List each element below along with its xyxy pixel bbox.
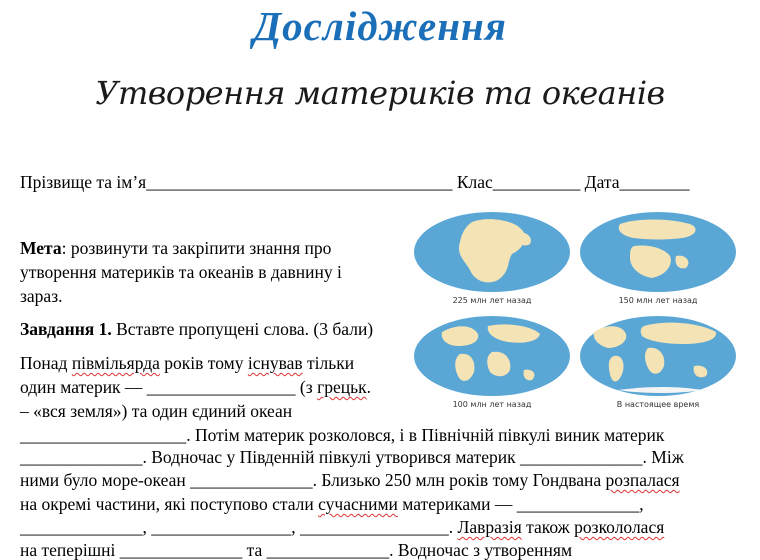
paragraph-line-5: ______________. Водночас у Південній півкулі утворився материк ______________. Між: [20, 447, 684, 467]
text-span: ними було море-океан ______________. Близько 250 млн років тому Гондвана: [20, 470, 606, 490]
text-span: також: [521, 517, 575, 537]
text-span: років тому: [159, 353, 248, 373]
paragraph-line-1: [20, 353, 354, 373]
task1-heading: [20, 319, 373, 339]
text-span: ______________, ________________, _________________.: [20, 517, 458, 537]
map-caption-4: В настоящее время: [616, 400, 700, 409]
goal-line-2: утворення материків та океанів в давнину і: [20, 262, 342, 282]
globe-map-image: [412, 210, 572, 296]
text-span: ______________ та ______________. Водночас з утворенням: [115, 540, 573, 560]
task1-text: Вставте пропущені слова. (3 бали): [111, 319, 374, 339]
paragraph-line-3: – «вся земля») та один єдиний океан: [20, 401, 293, 421]
text-span: на: [20, 540, 42, 560]
goal-line-3: зараз.: [20, 286, 63, 306]
spellcheck-word: теперішні: [41, 540, 116, 560]
paragraph-line-8: [20, 517, 664, 537]
globe-map-image: [412, 314, 572, 400]
spellcheck-word: півмільярда: [71, 353, 160, 373]
text-span: Понад: [20, 353, 72, 373]
text-span: тільки: [302, 353, 355, 373]
goal-label: Мета: [20, 238, 62, 258]
goal-text-1: : розвинути та закріпити знання про: [61, 238, 332, 258]
paragraph-line-2: [20, 377, 371, 397]
text-span: на окремі частини, які поступово стали: [20, 494, 319, 514]
map-100: [412, 314, 572, 410]
map-caption-2: 150 млн лет назад: [618, 296, 698, 305]
text-span: один материк — _________________ (з: [20, 377, 318, 397]
paragraph-line-7: [20, 494, 644, 514]
spellcheck-word: сучасними: [318, 494, 398, 514]
map-caption-3: 100 млн лет назад: [452, 400, 532, 409]
globe-map-image: [578, 210, 738, 296]
continental-drift-maps: [412, 210, 740, 412]
student-info-line: Прізвище та ім’я___________________________________ Клас__________ Дата________: [20, 172, 690, 192]
map-present: [578, 314, 738, 410]
goal-line-1: [20, 238, 331, 258]
spellcheck-word: розпалася: [605, 470, 680, 490]
globe-map-image: [578, 314, 738, 400]
spellcheck-word: Лавразія: [457, 517, 522, 537]
page-title: Дослідження: [253, 3, 507, 49]
spellcheck-word: існував: [247, 353, 303, 373]
map-caption-1: 225 млн лет назад: [452, 296, 532, 305]
map-225: [412, 210, 572, 306]
paragraph-line-4: ___________________. Потім материк розколовся, і в Північній півкулі виник материк: [20, 425, 665, 445]
spellcheck-word: грецьк: [317, 377, 367, 397]
task1-label: Завдання 1.: [20, 319, 112, 339]
spellcheck-word: розкололася: [574, 517, 665, 537]
paragraph-line-6: [20, 470, 680, 490]
page-subtitle: Утворення материків та океанів: [95, 74, 665, 112]
paragraph-line-9: [20, 540, 572, 560]
text-span: .: [366, 377, 371, 397]
map-150: [578, 210, 738, 306]
text-span: материками — ______________,: [397, 494, 644, 514]
